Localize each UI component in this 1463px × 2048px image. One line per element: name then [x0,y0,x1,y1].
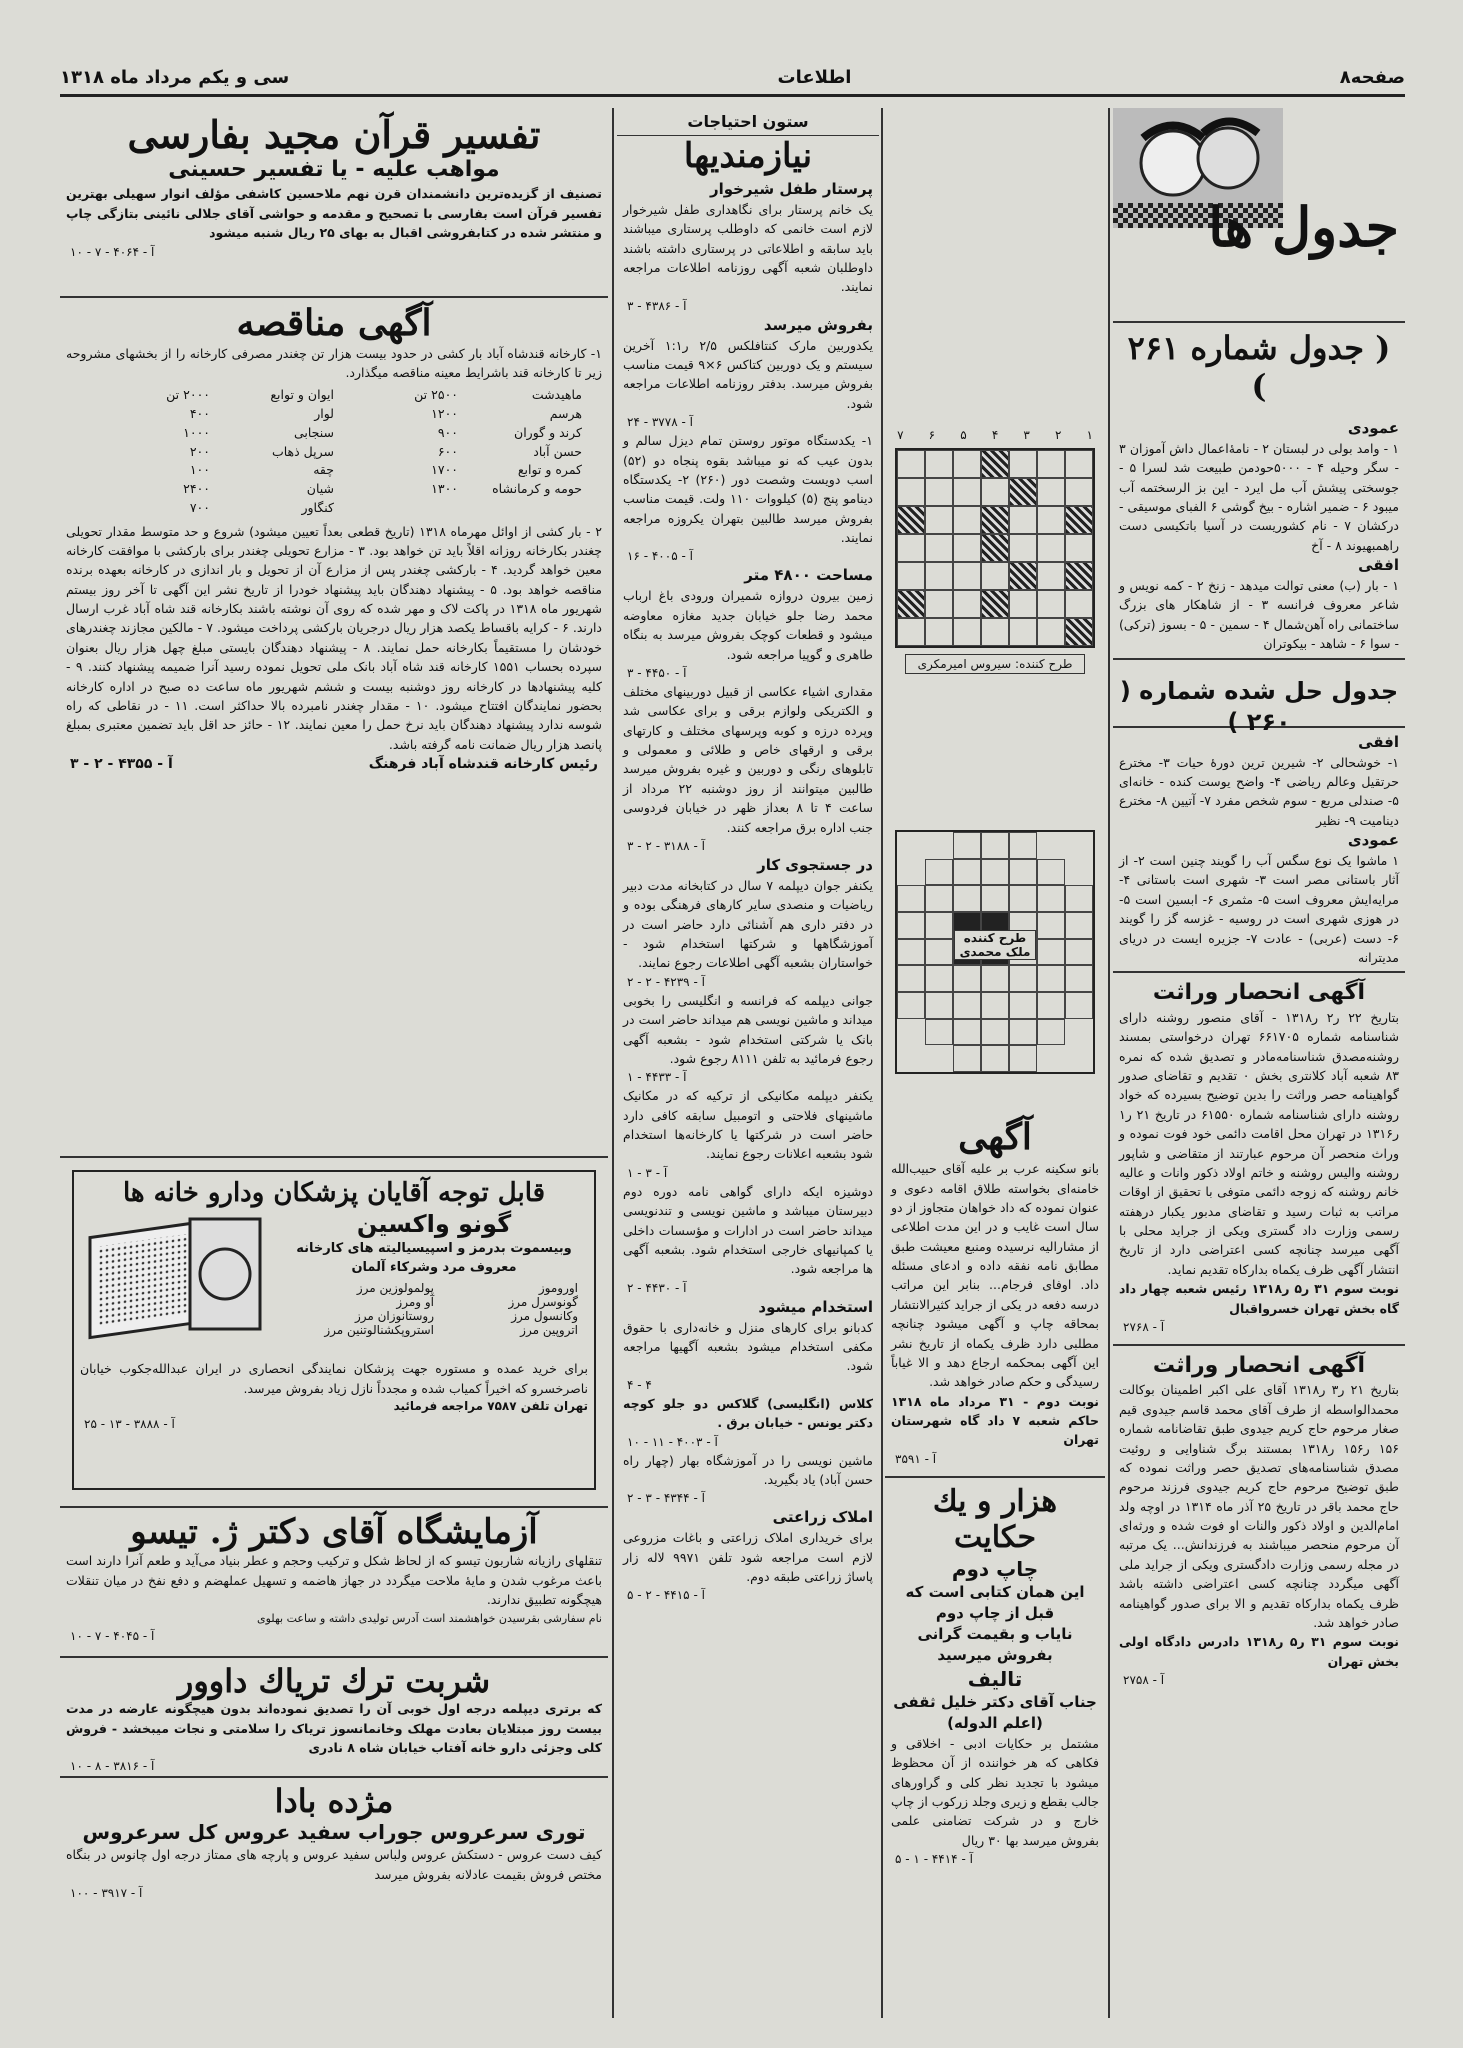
hezar-author-head: تالیف [967,1666,1023,1691]
pharma-item: استروپکشنالوتنین مرز [324,1322,434,1337]
job-2-ref: آ - ۴۴۳۳ - ۱ [627,1070,687,1085]
farm-text: برای خریداری املاک زراعتی و باغات مزروعی لازم است مراجعه شود تلفن ۹۹۷۱ لاله زار پاساژ زراعتی طبقه دوم. [623,1530,873,1585]
lab-ad [60,1508,608,1658]
puzzle-title: جدول ها [1208,195,1399,259]
grid-cell [1065,832,1093,859]
grid-col-numbers [885,428,1105,442]
agahi-sign: نوبت دوم - ۳۱ مرداد ماه ۱۳۱۸ حاکم شعبه ۷ داد گاه شهرستان تهران [891,1393,1099,1448]
grid-cell [925,618,953,646]
grid-cell [1037,1019,1065,1046]
agahi-title: آگهی [958,1116,1032,1158]
bride-ad [60,1778,608,1910]
tender-body: ۲ - بار کشی از اوائل مهرماه ۱۳۱۸ (تاریخ قطعی بعداً تعیین میشود) شروع و حد متوسط مقدار تحویلی چغندر بکارخانه روزانه اقلاً باید تن خواهد بود. ۳ - مزارع تحویلی چغندر برای بارکشی با موافقت کارخانه معین خواهد گردید. ۴ - بارکشی چغندر پس از مزارع آن از تحویل و بار اندازی در کارخانه بعهده برنده مناقصه خواهد بود. ۵ - پیشنهاد دهندگان باید پیشنهاد خودرا از تاریخ نشر این آگهی تا آخر روز بیستم شهریور ماه ۱۳۱۸ در پاکت لاک و مهر شده که روی آن نوشته باشند بکارخانه قند شاه آباد غرب ارسال دارند. ۶ - کرایه باقساط یکصد هزار ریال درجریان بارکشی پرداخت میشود. ۷ - مالکین مجازند چغندرهای خودشان را مستقیماً بکارخانه حمل نمایند. ۸ - پیشنهاد دهندگان بایستی مبلغ چهل هزار ریال بعنوان سپرده بحساب ۱۵۵۱ کارخانه قند شاه آباد بانک ملی تحویل نموده رسید آنرا ضمیمه پیشنهاد کنند. ۹ - کلیه پیشنهادها در کارخانه روز دوشنبه بیست و ششم شهریور ماه ساعت ده صبح در اداره کارخانه بحضور نمایندگان افتتاح میشود. ۱۰ - مقدار چغندر نامبرده بالا حداکثر است. ۱۱ - در نقاطی که راه شوسه ندارد پیشنهاد دهندگان باید نرخ حمل را معین نمایند. ۱۲ - حائز حد اقل باید تضمین معتبری بمبلغ پانصد هزار ریال ضمانت نامه گرفته باشد. [66,523,602,752]
farm-head: املاک زراعتی [772,1508,873,1527]
tender-sign: رئیس کارخانه قندشاه آباد فرهنگ [368,756,598,773]
grid-cell [953,562,981,590]
pharma-tel: تهران تلفن ۷۵۸۷ مراجعه فرمائید [393,1398,588,1413]
bride-text: کیف دست عروس - دستکش عروس ولباس سفید عروس و پارچه های ممتاز درجه اول چانوس در بنگاه مختص فروش بقیمت عادلانه بفروش میرسد [66,1847,602,1882]
tender-table-cell: لوار [314,406,334,422]
tender-table-cell: ۲۰۰ [189,443,210,459]
tender-table-cell [458,499,582,518]
grid-cell [1037,534,1065,562]
pharma-item: آو ومرز [396,1294,434,1309]
grid-cell [897,992,925,1019]
grid-cell [953,450,981,478]
puzzle-header [1113,108,1405,323]
tender-table-row [86,424,582,443]
grid-cell [1009,1045,1037,1072]
grid-cell [953,965,981,992]
pharma-ref: آ - ۳۸۸۸ - ۱۳ - ۲۵ [84,1416,175,1431]
grid-cell [897,885,925,912]
grid-cell [953,1045,981,1072]
grid-cell [1009,534,1037,562]
grid-cell [981,506,1009,534]
grid-cell [1065,939,1093,966]
puzzle-credit: طرح کننده: سیروس امیرمکری [905,654,1085,674]
grid-cell [897,1045,925,1072]
tender-table-cell: سنجابی [293,424,334,440]
job-4: دوشیزه ایکه دارای گواهی نامه دوره دوم دبیرستان میباشد و ماشین نویسی و تندنویسی میداند حاضر است در ادارات و مؤسسات داخلی یا کمپانیهای خارجی استخدام شود. بشعبه آگهی ها مراجعه شود. [623,1183,873,1277]
grid-cell [925,885,953,912]
inheritance-title-1: آگهی انحصار وراثت [1152,980,1366,1006]
tender-table-cell: ۷۰۰ [189,499,210,515]
job-2: جوانی دیپلمه که فرانسه و انگلیسی را بخوبی میداند و ماشین نویسی هم میداند حاضر است در بانک یا شرکتی استخدام شود - بشعبه آگهی رجوع فرمائید به تلفن ۸۱۱۱ رجوع شود. [623,992,873,1066]
tender-table-row [86,461,582,480]
grid-cell [981,478,1009,506]
grid-cell [1065,590,1093,618]
grid-cell [1037,590,1065,618]
pharma-items [280,1277,588,1341]
grid-cell [897,562,925,590]
pharma-box [72,1170,596,1490]
job-3-ref: آ - ۳ - ۱ [627,1165,668,1180]
grid-cell [897,1019,925,1046]
grid-cell [981,1045,1009,1072]
grid-cell [1065,1019,1093,1046]
tender-title: آگهی مناقصه [236,302,432,344]
job-head: در جستجوی کار [757,855,873,874]
horizontal-head: افقی [1358,556,1399,575]
solved-credit: طرح کننده ملک محمدی [954,930,1036,960]
tender-table-row [86,443,582,462]
sale-1: یکدوربین مارک کنتافلکس ۲/۵ ر۱:۱ آخرین سیستم و یک دوربین کتاکس ۶×۹ قیمت مناسب بفروش میرسد. بدفتر روزنامه اطلاعات مراجعه شود. [623,337,874,411]
tender-table-cell: ۲۵۰۰ تن [414,387,458,403]
grid-cell [925,912,953,939]
solved-vertical-head: عمودی [1347,831,1399,850]
grid-cell [897,478,925,506]
inheritance-sign-1: نوبت سوم ۳۱ ر۵ ر۱۳۱۸ رئیس شعبه چهار داد گاه بخش تهران خسرواقبال [1119,1281,1399,1316]
tender-table [86,386,582,517]
opium-ref: آ - ۳۸۱۶ - ۸ - ۱۰ [70,1759,155,1774]
grid-cell [925,590,953,618]
lab-ref: آ - ۴۰۴۵ - ۷ - ۱۰ [70,1628,155,1643]
pharma-text: برای خرید عمده و مستوره جهت پزشکان نمایندگی انحصاری در ایران عبدالله‌جکوب خیابان ناصرخسرو که اخیراً کمیاب شده و مجدداً نازل زیاد بفروش میرسد. [80,1361,588,1396]
grid-cell [897,506,925,534]
tender-table-cell: کنگاور [301,499,334,515]
tender-table-cell: ۹۰۰ [437,424,458,440]
grid-cell [1009,618,1037,646]
tender-table-cell: ۱۰۰۰ [183,424,210,440]
goods-text: مقداری اشیاء عکاسی از قبیل دوربینهای مختلف و الکتریکی ولوازم برقی و برای عکاسی شد وپرده درزه و کوبه وپرسهای مختلف و کارتهای برقی و ارقهای خاص و طلائی و معمولی و تابلوهای رنگی و دوربین و غیره بفروش میرسد طالبین میتوانند از روز دوشنبه ۲۲ مرداد از ساعت ۴ تا ۸ بعداز ظهر در خیابان فردوسی جنب اداره برق مراجعه کنند. [623,683,873,835]
solved-horizontal-clues: ۱- خوشحالی ۲- شیرین ترین دورۀ حیات ۳- مخترع حرتقیل وعالم ریاضی ۴- واضح یوست کنده - خانه‌ای ۵- صندلی مربع - سوم شخص مفرد ۷- آتیین ۸- مخترع دینامیت ۹- نظیر [1119,754,1399,828]
grid-cell [925,859,953,886]
lab-title: آزمایشگاه آقای دکتر ژ. تیسو [130,1512,538,1552]
nurse-head: پرستار طفل شیرخوار [709,179,873,198]
grid-cell [1009,859,1037,886]
solved-horizontal-head: افقی [1358,732,1399,751]
grid-cell [981,590,1009,618]
grid-cell [1009,590,1037,618]
inheritance-ref-2: آ - ۲۷۵۸ [1123,1673,1165,1688]
pharma-title: قابل توجه آقایان پزشکان ودارو خانه ها [122,1178,546,1208]
land-text: زمین بیرون دروازه شمیران ورودی باغ ارباب محمد رضا جلو خیابان جدید مغازه معاوضه میشود و قطعات کوچک بفروش میرسد به بنگاه طاهری و گوپیا مراجعه شود. [623,588,873,662]
pharma-item: روستانوزان مرز [354,1308,434,1323]
horizontal-clues: ۱ - بار (ب) معنی توالت میدهد - زنخ ۲ - کمه نویس و شاعر معروف فرانسه ۳ - از شاهکار های بزرگ ساختمانی راه آهن‌شمال ۴ - سمین - ۵ - بسوز (ترکی) - سوا ۶ - شاهد - بیکوتران [1119,578,1399,652]
inheritance-sign-2: نوبت سوم ۳۱ ر۵ ر۱۳۱۸ دادرس دادگاه اولی بخش تهران [1119,1634,1399,1669]
grid-cell [897,965,925,992]
tender-table-cell: شیان [306,481,334,497]
inheritance-title-2: آگهی انحصار وراثت [1152,1352,1366,1378]
quran-ref: آ - ۴۰۶۴ - ۷ - ۱۰ [70,244,155,259]
inheritance-ref-1: آ - ۲۷۶۸ [1123,1319,1165,1334]
grid-cell [981,534,1009,562]
grid-cell [897,618,925,646]
tender-table-cell: ماهیدشت [531,387,582,403]
grid-cell [981,859,1009,886]
grid-cell [925,1045,953,1072]
pharma-item: اتروپین مرز [520,1322,578,1337]
goods-ref: آ - ۳۱۸۸ - ۲ - ۳ [627,838,705,853]
tender-table-cell: ایوان و توابع [270,387,334,403]
grid-cell [953,992,981,1019]
grid-cell [1065,478,1093,506]
agahi-text: بانو سکینه عرب بر علیه آقای حبیب‌الله خامنه‌ای بخواسته طلاق اقامه دعوی و عنوان نموده که داد خواهان متجاوز از دو سال است غایب و در این مدت اطلاعی از مشاراليه نرسیده ومنبع معیشت طبق مطابق نامه نفقه داده و ادعای مسئله داد. اوفای فرجام... بنابر این مراتب درسه دفعه در یکی از جراید کثیرالانتشار بمحاقه چاپ و آگهی میشود چنانچه مطلبی دارد ظرف یکماه از تاریخ نشر این آگهی بمحکمه ارجاع دهد و الا غیاباً رسیدگی و حکم صادر خواهد شد. [891,1161,1099,1390]
grid-cell [925,992,953,1019]
tender-ad [60,298,608,1158]
solved-clues [1113,728,1405,972]
grid-cell [1065,859,1093,886]
grid-cell [1037,912,1065,939]
tender-table-cell: ۲۰۰۰ تن [166,387,210,403]
middle-bottom-column [885,1110,1105,2020]
grid-cell [1037,1045,1065,1072]
pharma-item: پولمولوزین مرز [356,1280,434,1295]
job-1-ref: آ - ۴۲۳۹ - ۲ - ۲ [627,974,705,989]
tender-table-cell: حومه و کرمانشاه [492,481,582,497]
grid-cell [897,534,925,562]
grid-cell [1037,832,1065,859]
sale-2-ref: آ - ۴۰۰۵ - ۱۶ [627,549,693,564]
grid-cell [1009,450,1037,478]
needs-title: نیازمندیها [683,136,813,176]
needs-body [617,177,879,1607]
sale-1-ref: آ - ۳۷۷۸ - ۲۴ [627,415,693,430]
hezar-ref: آ - ۴۴۱۴ - ۱ - ۵ [895,1852,973,1867]
grid-cell [981,832,1009,859]
pharma-item: گونوسرل مرز [508,1294,578,1309]
court-agahi [885,1110,1105,1478]
tender-table-cell: سرپل ذهاب [271,443,334,459]
pharma-item: وکانسول مرز [511,1308,578,1323]
grid-cell [1037,450,1065,478]
grid-cell [1037,506,1065,534]
hezar-line1: این همان کتابی است که قبل از چاپ دوم [905,1582,1085,1622]
grid-cell [981,965,1009,992]
typing-text: ماشین نویسی را در آموزشگاه بهار (چهار راه حسن آباد) یاد بگیرید. [623,1452,873,1487]
col-number: ۵ [960,428,967,442]
class-text: کلاس (انگلیسی) گلاکس دو جلو کوچه دکتر یونس - خیابان برق . [623,1395,873,1431]
tender-table-row [86,386,582,405]
grid-cell [1065,992,1093,1019]
grid-cell [981,885,1009,912]
opium-title: شربت ترك تریاك داوور [177,1662,491,1700]
hezar-author: جناب آقای دکتر خلیل ثقفی (اعلم الدوله) [893,1692,1097,1732]
grid-cell [953,832,981,859]
grid-cell [897,912,925,939]
grid-cell [1065,506,1093,534]
hire-ref: ۴ - ۴ [627,1377,652,1392]
grid-cell [1009,562,1037,590]
quran-subtitle: مواهب علیه - یا تفسیر حسینی [168,156,500,182]
bride-title: مژده بادا [274,1782,394,1820]
col-number: ۴ [991,428,999,442]
grid-cell [1065,562,1093,590]
sale-2: ۱- یکدستگاه موتور روستن تمام دیزل سالم و بدون عیب که نو میباشد بقوه پنجاه دو (۵۲) اسب دویست وشصت دور (۲۶۰) ۲- یکدستگاه دینامو پنج (۵) کیلووات ۱۱۰ ولت. قیمت مناسب بفروش میرسد طالبین بتهران یکروزه مراجعه نمایند. [623,433,874,546]
class-ref: آ - ۴۰۰۳ - ۱۱ - ۱۰ [627,1434,718,1449]
grid-cell [1009,832,1037,859]
typing-ref: آ - ۴۳۴۴ - ۳ - ۲ [627,1491,705,1506]
tender-table-cell: ۱۲۰۰ [431,406,458,422]
bride-subtitle: توری سرعروس جوراب سفید عروس کل سرعروس [82,1820,586,1845]
grid-cell [1037,939,1065,966]
grid-cell [925,478,953,506]
opium-ad [60,1658,608,1778]
grid-cell [1037,618,1065,646]
sale-head: بفروش میرسد [763,315,873,334]
tender-table-cell: کمره و توابع [517,462,582,478]
grid-cell [897,450,925,478]
pharma-item: اوروموز [538,1280,578,1295]
col-number: ۷ [897,428,904,442]
tender-table-cell [334,499,458,518]
col-number: ۱ [1086,428,1093,442]
tender-table-row [86,480,582,499]
grid-cell [925,939,953,966]
tender-table-cell: ۱۳۰۰ [431,481,458,497]
farm-ref: آ - ۴۴۱۵ - ۲ - ۵ [627,1588,705,1603]
grid-cell [925,1019,953,1046]
grid-cell [953,859,981,886]
quran-text: تصنیف از گزیده‌ترین دانشمندان قرن نهم ملاحسین کاشفی مؤلف انوار سهیلی بهترین تفسیر قرآن است بفارسی با تصحیح و مقدمه و حواشی آقای جلالی نائینی بتازگی چاپ و منتشر شده در کتابفروشی اقبال به بهای ۲۵ ریال شنبه میشود [66,186,602,241]
nurse-ref: آ - ۴۳۸۶ - ۳ [627,298,687,313]
paper-name: اطلاعات [777,66,852,88]
grid-cell [1065,965,1093,992]
grid-cell [1037,562,1065,590]
needs-column [617,108,879,2018]
page-label: صفحه۸ [1339,66,1405,88]
grid-cell [1065,618,1093,646]
vertical-head: عمودی [1347,418,1399,437]
inheritance-text-1: بتاریخ ۲۲ ر۲ ر۱۳۱۸ - آقای منصور روشنه دارای شناسنامه شماره ۶۶۱۷۰۵ تهران درخواستی بمسند روشنه‌مصدق شناسنامه‌مادر و تصدیق شده که نمره ۸۳ شعبه آباد کلانتری بخش ۰ تقدیم و تقاضای صدور گواهینامه حصر وراثت را بدین توضیح بسیرده که خواد روشنه دارای شناسنامه شماره ۶۱۵۵۰ در تاریخ ۲۱ ر۱ ر۱۳۱۶ در تهران محل اقامت دائمی خود فوت نموده و وراث منحصر آن مرحوم عبارتند از متقاضی و شاپور روشنه والیس روشنه و خاتم اولاد ذکور وانات و عالیه خانم روشنه که زوجه دائمی متوفی با تحقیق از اوقات مراتب به ثبات رسید و تقاضای مدبور یکبار درهفته رسمی وزارت داد گستری ویکی از جراید محلی با آگهی میرسد چنانچه کسی اعتراضی دارد از تاریخ انتشار آگهی ظرف یکماه بدارکاه تقدیم نماید. [1119,1009,1399,1277]
nurse-text: یک خانم پرستار برای نگاهداری طفل شیرخوار لازم است خانمی که داوطلب پرستاری میباشند باید سابقه و اطلاعاتی در پرستاری داشته باشند داوطلبان شعبه آگهی روزنامه اطلاعات مراجعه نمایند. [623,201,873,295]
tender-table-cell: ۴۰۰ [189,406,210,422]
lab-text: تنقلهای رازیانه شاربون تیسو که از لحاظ شکل و ترکیب وحجم و عطر بنیاد می‌آید و طعم آنرا دارند است باعث مرغوب شدن و مایۀ ملاحت میگردد در جهاز هاضمه و تسهیل عملهضم و دفع نفخ در میان تنقلات هیچگونه تطبیق ندارند. [66,1553,602,1608]
medicine-box-icon [80,1209,270,1359]
grid-cell [981,1019,1009,1046]
vertical-clues: ۱ - وامد بولی در لبستان ۲ - نامۀاعمال داش آموزان ۳ - سگر وحیله ۴ - ۵۰۰۰حودمن طبیعت شد لسرا ۵ - جوسختی پیشش آب مل ایرد - این بز الرسختمه آب میبود ۶ - ضمیر اشاره - بیخ گوشی ۶ الفبای موسیقی - درکشان ۷ - نام کشوریست در آسیا باتکیسی دست راهمبهیوند ۸ - آخ [1119,440,1400,553]
bride-ref: آ - ۳۹۱۷ - ۱۰۰ [70,1885,143,1900]
hezar-title: هزار و یك حكایت [932,1483,1058,1555]
tender-table-cell: کرند و گوران [514,424,582,440]
column-rule [1108,108,1110,2018]
opium-text: که برتری دیپلمه درجه اول خوبی آن را تصدیق نموده‌اند بدون هیچگونه عارضه در مدت بیست روز مبتلایان بعادت مهلک وخانمانسوز تریاک را سلامتی و نجات میبخشد - فروش کلی وجزئی دارو خانه آفتاب خیابان شاه ۸ نادری [66,1701,602,1755]
tender-table-cell: ۱۰۰ [189,462,210,478]
col-number: ۶ [928,428,936,442]
tender-table-cell: چقه [313,462,334,478]
pharma-product: گونو واکسین [356,1210,512,1239]
land-ref: آ - ۴۴۵۰ - ۳ [627,665,687,680]
tender-table-cell: هرسم [549,406,582,422]
pharma-sub: وبیسموت بدرمز و اسپیسیالیته های کارخانه معروف مرد وشرکاء آلمان [296,1241,572,1275]
grid-cell [897,832,925,859]
pharma-ad [60,1158,608,1508]
inheritance-ad-1 [1113,971,1405,1346]
puzzle-number-title: ( جدول شماره ۲۶۱ ) [1127,329,1391,406]
tender-intro: ۱- کارخانه قندشاه آباد بار کشی در حدود بیست هزار تن چغندر مصرفی کارخانه را از بخشهای مشروحه زیر تا کارخانه قند باشرایط معینه مناقصه میگذارد. [66,345,602,380]
grid-cell [897,590,925,618]
puzzle-clues [1113,414,1405,658]
tender-ref: آ - ۴۳۵۵ - ۲ - ۳ [70,756,173,773]
grid-cell [925,832,953,859]
left-column [60,108,608,2018]
tender-table-cell: حسن آباد [533,443,582,459]
tender-table-row [86,405,582,424]
masthead [60,60,1405,97]
lab-addr: نام سفارشی بقرسیدن خواهشمند است آدرس تولیدی داشته و ساعت بهلوی [257,1611,602,1625]
grid-cell [953,506,981,534]
grid-cell [1065,1045,1093,1072]
grid-cell [1009,478,1037,506]
inheritance-text-2: بتاریخ ۲۱ ر۳ ر۱۳۱۸ آقای علی اکبر اطمینان بوکالت محمدالواسطه از طرف آقای محمد قاسم جیدوی قیم صغار مرحوم حاج کریم جیدوی طبق تقاضانامه شماره ۱۵۶ ر۱۵۶ ر۱۳۱۸ بمستند برگ شناوایی و روئیت مصدق شناسنامه‌های تصدیق حصر وراثت نموده که طبق توضیح مرحوم حاج کریم جیدوی فرزند مرحوم حاج محمد باقر در تاریخ ۲۵ آذر ماه ۱۳۱۴ در اوچه ولد امام‌الدین و اولاد ذکور والنات او فوت شده و ورثه‌ای آن مرحوم منحصر میباشند به فرزندانش... یک مرتبه در مجله رسمی وزارت دادگستری ویکی از جراید ملی آگهی میگردد چنانچه کسی اعتراضی داشته باشد ظرف یکماه بدارکاه تقدیم و الا برای صدور گواهینامه صادر خواهد شد. [1119,1382,1400,1630]
grid-cell [953,590,981,618]
grid-cell [981,618,1009,646]
grid-cell [925,506,953,534]
puzzle-column [1113,108,1405,2018]
column-rule [881,108,883,2018]
grid-cell [897,939,925,966]
job-1: یکنفر جوان دیپلمه ۷ سال در کتابخانه مدت دبیر ریاضیات و منصدی سایر کارهای فرهنگی بوده و در دفتر داری هم آشنائی دارد حاضر است در آموزشگاهها و شرکتها استخدام شود - خواستاران بشعبه آگهی اطلاعات رجوع نمایند. [623,877,873,971]
land-head: مساحت ۴۸۰۰ متر [744,566,873,585]
needs-section: ستون احتیاجات [617,108,879,136]
solved-vertical-clues: ۱ ماشوا یک نوع سگس آب را گویند چنین است ۲- از آثار باستانی مصر است ۳- شهری است باستانی ۴- مرایه‌ایش معروف است ۵- مثمری ۶- ابسین است ۵- در هوزی شهری است در روسیه - غزسه گز را گویند ۶- دست (عربی) - عادت ۷- جزیره ایست در دریای مدیترانه [1119,853,1400,965]
grid-cell [1037,859,1065,886]
tender-table-cell: ۶۰۰ [437,443,458,459]
grid-cell [1009,965,1037,992]
grid-cell [1037,965,1065,992]
job-4-ref: آ - ۴۴۳۰ - ۲ [627,1280,687,1295]
grid-cell [1065,450,1093,478]
solved-title: جدول حل شده شماره ( ۲۶۰ ) [1119,676,1399,736]
puzzle-number-block [1113,323,1405,414]
hire-head: استخدام میشود [758,1297,873,1316]
grid-cell [1009,1019,1037,1046]
grid-cell [1009,992,1037,1019]
agahi-ref: آ - ۳۵۹۱ [895,1451,937,1466]
quran-ad [60,108,608,298]
grid-cell [925,534,953,562]
hezar-line2: نایاب و بقیمت گرانی بفروش میرسید [917,1624,1073,1664]
hezar-ad [885,1478,1105,1876]
inheritance-ad-2 [1113,1346,1405,1697]
grid-cell [1065,912,1093,939]
grid-cell [1065,885,1093,912]
grid-cell [1037,992,1065,1019]
solved-title-block [1113,658,1405,736]
job-3: یکنفر دیپلمه مکانیکی از ترکیه که در مکانیک ماشینهای فلاحتی و اتومبیل سابقه کافی دارد حاضر است در شرکتها یا کارخانه‌ها استخدام شود بشعبه اعلانات رجوع نمایند. [623,1088,873,1162]
grid-cell [1037,885,1065,912]
tender-table-row [86,499,582,518]
grid-cell [981,562,1009,590]
grid-cell [1037,478,1065,506]
puzzle-grid-261 [895,448,1095,648]
grid-cell [1009,885,1037,912]
grid-cell [981,992,1009,1019]
grid-cell [925,965,953,992]
quran-title: تفسیر قرآن مجید بفارسی [127,112,541,157]
grid-cell [953,618,981,646]
grid-cell [953,478,981,506]
col-number: ۲ [1054,428,1062,442]
grid-cell [925,450,953,478]
grid-cell [953,885,981,912]
col-number: ۳ [1023,428,1030,442]
grid-cell [897,859,925,886]
hezar-text: مشتمل بر حکایات ادبی - اخلاقی و فکاهی که هر خواننده از آن محظوظ میشود با تجدید نظر کلی و گراورهای جالب بقطع و زیری وجلد زرکوب از چاپ خارج و در شرکت تضامنی علمی بفروش میرسد بها ۳۰ ریال [891,1735,1099,1848]
tender-table-cell: ۲۴۰۰ [183,481,210,497]
grid-cell [981,450,1009,478]
grid-cell [1009,506,1037,534]
grid-cell [1065,534,1093,562]
column-rule [612,108,614,2018]
hezar-subtitle: چاپ دوم [951,1556,1039,1581]
grid-cell [953,1019,981,1046]
tender-table-cell: ۱۷۰۰ [431,462,458,478]
hire-text: کدبانو برای کارهای منزل و خانه‌داری با حقوق مکفی استخدام میشود بشعبه آگهیها مراجعه شود. [623,1319,873,1374]
issue-date: سی و یکم مرداد ماه ۱۳۱۸ [60,66,290,88]
grid-cell [925,562,953,590]
grid-cell [953,534,981,562]
